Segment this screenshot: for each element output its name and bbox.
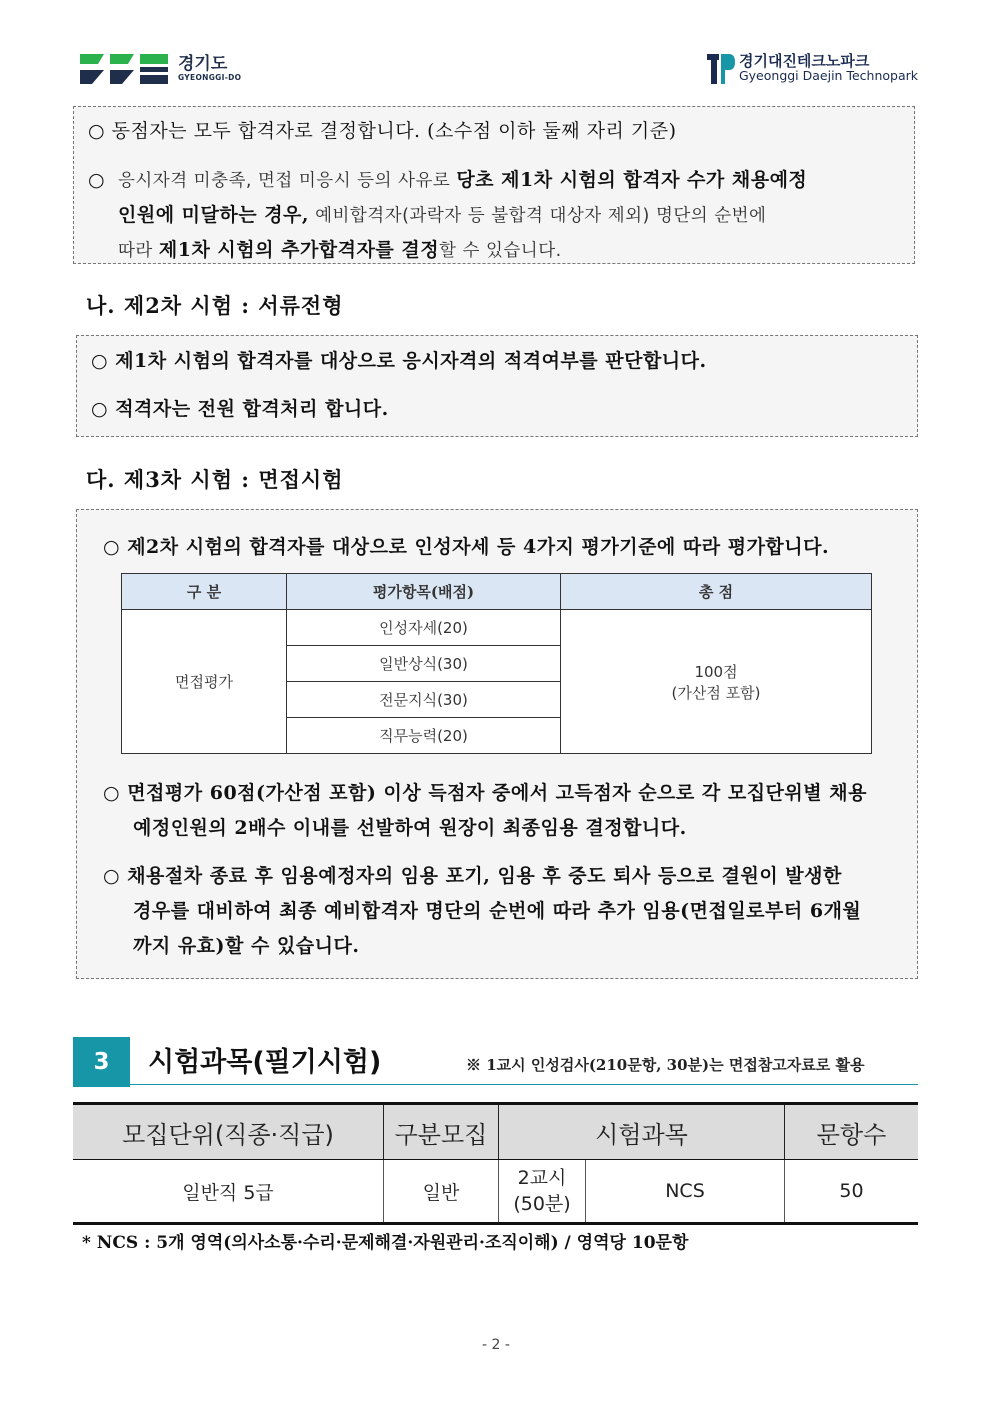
eval-item: 인성자세(20) (287, 610, 561, 646)
subj-header-subject: 시험과목 (499, 1104, 785, 1160)
section-note: ※ 1교시 인성검사(210문항, 30분)는 면접참고자료로 활용 (466, 1056, 865, 1074)
doc-review-line1: ○ 제1차 시험의 합격자를 대상으로 응시자격의 적격여부를 판단합니다. (91, 350, 707, 372)
subj-unit-cell: 일반직 5급 (73, 1160, 384, 1224)
eval-header-category: 구 분 (122, 574, 287, 610)
eval-item: 전문지식(30) (287, 682, 561, 718)
additional-pass-line1: ○ 응시자격 미충족, 면접 미응시 등의 사유로 당초 제1차 시험의 합격자 수가 채용예정 (88, 169, 808, 191)
section-title: 시험과목(필기시험) (148, 1047, 382, 1078)
technopark-logo-korean: 경기대진테크노파크 (738, 52, 870, 70)
section-underline (130, 1084, 918, 1085)
section-da-heading: 다. 제3차 시험 : 면접시험 (86, 467, 344, 492)
subj-header-type: 구분모집 (384, 1104, 499, 1160)
subj-type-cell: 일반 (384, 1160, 499, 1224)
eval-category-cell: 면접평가 (122, 610, 287, 754)
tie-rule-text: ○ 동점자는 모두 합격자로 결정합니다. (소수점 이하 둘째 자리 기준) (88, 120, 677, 142)
section-na-heading: 나. 제2차 시험 : 서류전형 (86, 293, 344, 318)
interview-evaluation-table (121, 573, 872, 754)
interview-intro: ○ 제2차 시험의 합격자를 대상으로 인성자세 등 4가지 평가기준에 따라 평가합니다. (103, 536, 830, 558)
ncs-footnote: * NCS : 5개 영역(의사소통·수리·문제해결·자원관리·조직이해) / 영역당 10문항 (82, 1233, 689, 1253)
gyeonggi-logo (78, 48, 241, 88)
eval-item: 일반상식(30) (287, 646, 561, 682)
eval-header-total: 총 점 (561, 574, 872, 610)
additional-pass-line2: 인원에 미달하는 경우, 예비합격자(과락자 등 불합격 대상자 제외) 명단의 순번에 (118, 204, 767, 226)
exam-subject-table (73, 1102, 918, 1225)
eval-total-cell: 100점 (가산점 포함) (561, 610, 872, 754)
technopark-logo-english: Gyeonggi Daejin Technopark (738, 68, 918, 83)
eval-item: 직무능력(20) (287, 718, 561, 754)
gyeonggi-logo-english: GYEONGGI-DO (178, 72, 242, 82)
subj-count-cell: 50 (785, 1160, 919, 1224)
page-number: - 2 - (482, 1337, 510, 1353)
technopark-mark-icon (705, 50, 735, 86)
subj-header-unit: 모집단위(직종·직급) (73, 1104, 384, 1160)
additional-pass-line3: 따라 제1차 시험의 추가합격자를 결정할 수 있습니다. (118, 239, 562, 261)
subj-header-count: 문항수 (785, 1104, 919, 1160)
vacancy-line2: 경우를 대비하여 최종 예비합격자 명단의 순번에 따라 추가 임용(면접일로부터 6개월 (133, 900, 862, 922)
gyeonggi-logo-korean: 경기도 (178, 53, 228, 74)
selection-line2: 예정인원의 2배수 이내를 선발하여 원장이 최종임용 결정합니다. (133, 817, 687, 839)
doc-review-line2: ○ 적격자는 전원 합격처리 합니다. (91, 398, 389, 420)
vacancy-line1: ○ 채용절차 종료 후 임용예정자의 임용 포기, 임용 후 중도 퇴사 등으로 결원이 발생한 (103, 865, 842, 887)
section-number-badge: 3 (73, 1037, 130, 1087)
subj-period-cell: 2교시 (50분) (499, 1160, 586, 1224)
vacancy-line3: 까지 유효)할 수 있습니다. (133, 935, 360, 957)
gyeonggi-logo-mark-icon (78, 50, 170, 86)
selection-line1: ○ 면접평가 60점(가산점 포함) 이상 득점자 중에서 고득점자 순으로 각 모집단위별 채용 (103, 782, 867, 804)
daejin-technopark-logo (705, 50, 918, 86)
subj-subject-cell: NCS (586, 1160, 785, 1224)
eval-header-items: 평가항목(배점) (287, 574, 561, 610)
